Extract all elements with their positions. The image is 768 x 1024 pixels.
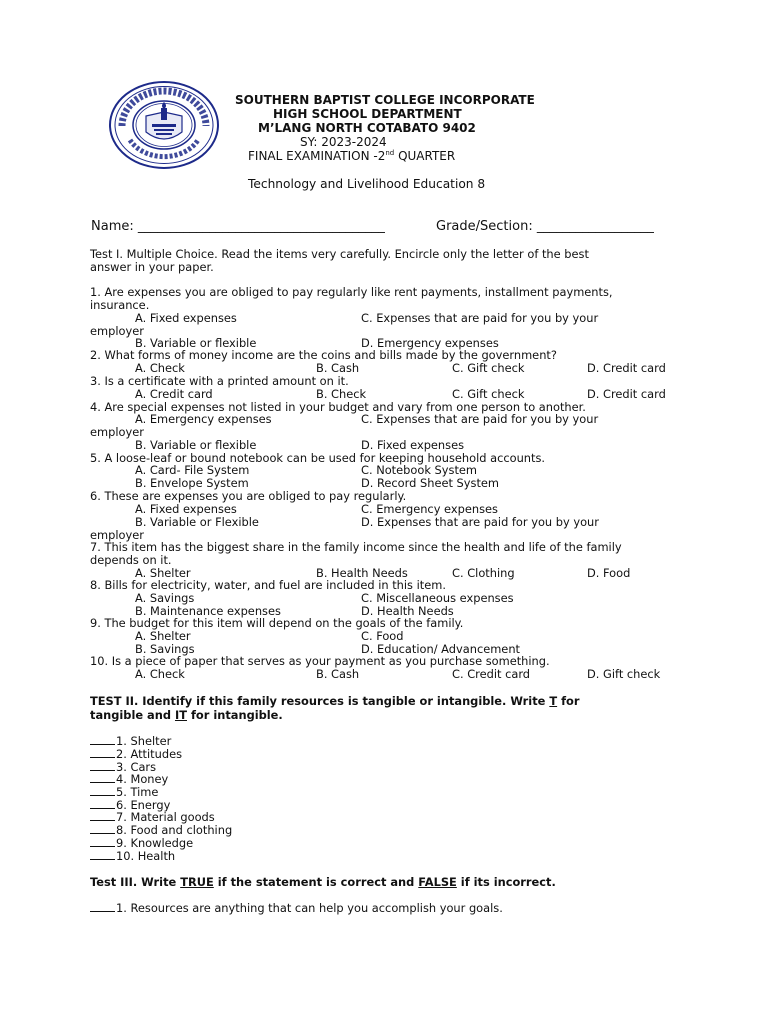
option-9d[interactable]: D. Education/ Advancement (361, 642, 521, 656)
option-3a[interactable]: A. Credit card (135, 387, 213, 401)
option-10b[interactable]: B. Cash (316, 667, 360, 681)
test-2-instructions: TEST II. Identify if this family resources is tangible or intangible. Write T for (90, 694, 580, 708)
answer-blank[interactable] (90, 902, 115, 912)
test-2-instructions-cont: tangible and IT for intangible. (90, 708, 283, 722)
option-3c[interactable]: C. Gift check (452, 387, 525, 401)
school-year: SY: 2023-2024 (300, 135, 387, 149)
option-6a[interactable]: A. Fixed expenses (135, 502, 237, 516)
test-2-item[interactable]: 2. Attitudes (90, 748, 182, 761)
answer-blank[interactable] (90, 773, 115, 783)
option-2b[interactable]: B. Cash (316, 361, 360, 375)
answer-blank[interactable] (90, 748, 115, 758)
option-7a[interactable]: A. Shelter (135, 566, 191, 580)
option-4d[interactable]: D. Fixed expenses (361, 438, 465, 452)
test-2-item[interactable]: 1. Shelter (90, 735, 171, 748)
question-4: 4. Are special expenses not listed in your budget and vary from one person to another. (90, 400, 586, 414)
grade-section-field[interactable]: Grade/Section: __________________ (436, 219, 654, 234)
question-5: 5. A loose-leaf or bound notebook can be used for keeping household accounts. (90, 451, 546, 465)
option-7b[interactable]: B. Health Needs (316, 566, 408, 580)
option-4c[interactable]: C. Expenses that are paid for you by your (361, 412, 599, 426)
question-7: 7. This item has the biggest share in the family income since the health and life of the family (90, 540, 622, 554)
question-8: 8. Bills for electricity, water, and fuel are included in this item. (90, 578, 446, 592)
option-2c[interactable]: C. Gift check (452, 361, 525, 375)
department: HIGH SCHOOL DEPARTMENT (273, 107, 462, 121)
question-6: 6. These are expenses you are obliged to pay regularly. (90, 489, 407, 503)
option-2a[interactable]: A. Check (135, 361, 185, 375)
answer-blank[interactable] (90, 761, 115, 771)
test-3-instructions: Test III. Write TRUE if the statement is correct and FALSE if its incorrect. (90, 875, 556, 889)
option-6d[interactable]: D. Expenses that are paid for you by your (361, 515, 599, 529)
subject-title: Technology and Livelihood Education 8 (248, 177, 486, 191)
question-1-cont: insurance. (90, 298, 150, 312)
option-1b[interactable]: B. Variable or flexible (135, 336, 257, 350)
option-1a[interactable]: A. Fixed expenses (135, 311, 237, 325)
option-5d[interactable]: D. Record Sheet System (361, 476, 500, 490)
question-9: 9. The budget for this item will depend on the goals of the family. (90, 616, 464, 630)
name-field[interactable]: Name: ______________________________________ (91, 219, 385, 234)
answer-blank[interactable] (90, 799, 115, 809)
test-2-item[interactable]: 10. Health (90, 850, 175, 863)
test-2-item[interactable]: 8. Food and clothing (90, 824, 232, 837)
option-1d[interactable]: D. Emergency expenses (361, 336, 499, 350)
test-2-item[interactable]: 6. Energy (90, 799, 170, 812)
answer-blank[interactable] (90, 837, 115, 847)
option-2d[interactable]: D. Credit card (587, 361, 666, 375)
answer-blank[interactable] (90, 786, 115, 796)
test-1-instructions: Test I. Multiple Choice. Read the items very carefully. Encircle only the letter of the best (90, 247, 589, 261)
question-1: 1. Are expenses you are obliged to pay regularly like rent payments, installment payments, (90, 285, 613, 299)
question-7-cont: depends on it. (90, 553, 172, 567)
school-seal-logo (108, 80, 220, 170)
option-8d[interactable]: D. Health Needs (361, 604, 454, 618)
option-8a[interactable]: A. Savings (135, 591, 195, 605)
answer-blank[interactable] (90, 735, 115, 745)
option-5a[interactable]: A. Card- File System (135, 463, 250, 477)
question-2: 2. What forms of money income are the coins and bills made by the government? (90, 348, 557, 362)
answer-blank[interactable] (90, 811, 115, 821)
option-9b[interactable]: B. Savings (135, 642, 195, 656)
option-6b[interactable]: B. Variable or Flexible (135, 515, 259, 529)
test-1-instructions-cont: answer in your paper. (90, 260, 214, 274)
option-7d[interactable]: D. Food (587, 566, 631, 580)
option-8b[interactable]: B. Maintenance expenses (135, 604, 281, 618)
option-6d-cont: employer (90, 528, 144, 542)
test-3-item[interactable]: 1. Resources are anything that can help you accomplish your goals. (90, 902, 503, 915)
option-1c-cont: employer (90, 324, 144, 338)
option-4b[interactable]: B. Variable or flexible (135, 438, 257, 452)
option-10a[interactable]: A. Check (135, 667, 185, 681)
question-3: 3. Is a certificate with a printed amount on it. (90, 374, 349, 388)
option-5b[interactable]: B. Envelope System (135, 476, 249, 490)
test-2-item[interactable]: 7. Material goods (90, 811, 215, 824)
answer-blank[interactable] (90, 824, 115, 834)
option-10c[interactable]: C. Credit card (452, 667, 531, 681)
option-8c[interactable]: C. Miscellaneous expenses (361, 591, 514, 605)
test-2-item[interactable]: 5. Time (90, 786, 158, 799)
option-4c-cont: employer (90, 425, 144, 439)
option-10d[interactable]: D. Gift check (587, 667, 661, 681)
answer-blank[interactable] (90, 850, 115, 860)
question-10: 10. Is a piece of paper that serves as your payment as you purchase something. (90, 654, 550, 668)
option-4a[interactable]: A. Emergency expenses (135, 412, 272, 426)
test-2-item[interactable]: 9. Knowledge (90, 837, 193, 850)
test-2-item[interactable]: 3. Cars (90, 761, 156, 774)
option-9c[interactable]: C. Food (361, 629, 404, 643)
option-3b[interactable]: B. Check (316, 387, 367, 401)
option-1c[interactable]: C. Expenses that are paid for you by your (361, 311, 599, 325)
option-5c[interactable]: C. Notebook System (361, 463, 478, 477)
option-7c[interactable]: C. Clothing (452, 566, 515, 580)
test-2-item[interactable]: 4. Money (90, 773, 168, 786)
exam-title: FINAL EXAMINATION -2nd QUARTER (248, 149, 456, 163)
school-address: M’LANG NORTH COTABATO 9402 (258, 121, 476, 135)
school-name: SOUTHERN BAPTIST COLLEGE INCORPORATE (235, 93, 535, 107)
option-3d[interactable]: D. Credit card (587, 387, 666, 401)
option-6c[interactable]: C. Emergency expenses (361, 502, 498, 516)
option-9a[interactable]: A. Shelter (135, 629, 191, 643)
